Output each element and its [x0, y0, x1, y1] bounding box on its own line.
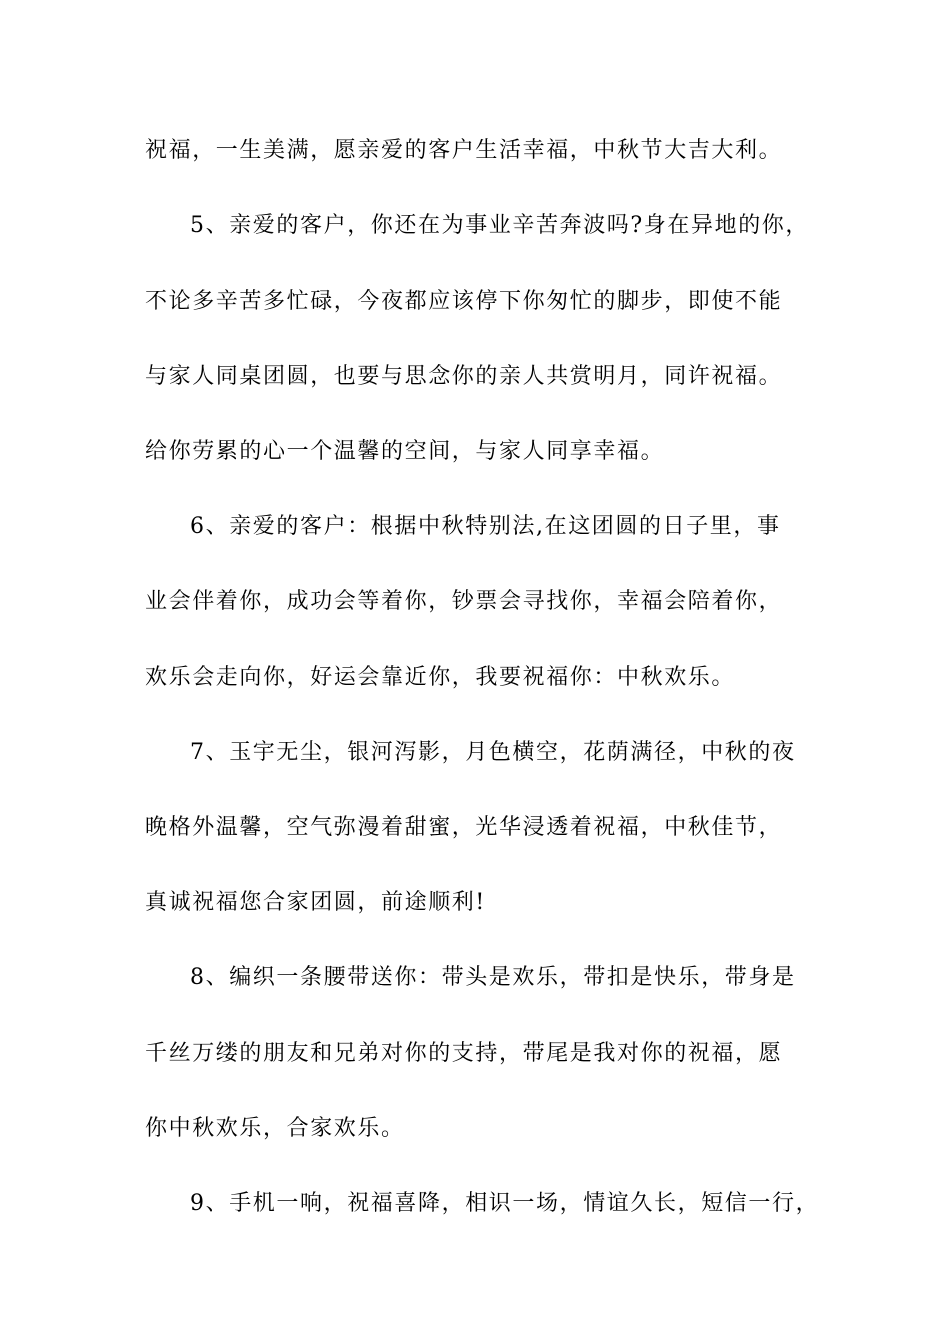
text-line: 千丝万缕的朋友和兄弟对你的支持，带尾是我对你的祝福，愿 — [145, 1041, 783, 1066]
text-line: 8、编织一条腰带送你：带头是欢乐，带扣是快乐，带身是 — [190, 965, 796, 990]
text-line: 9、手机一响，祝福喜降，相识一场，情谊久长，短信一行， — [190, 1191, 820, 1216]
text-line: 不论多辛苦多忙碌，今夜都应该停下你匆忙的脚步，即使不能 — [145, 289, 783, 314]
text-line: 晚格外温馨，空气弥漫着甜蜜，光华浸透着祝福，中秋佳节， — [145, 815, 783, 840]
text-line: 祝福，一生美满，愿亲爱的客户生活幸福，中秋节大吉大利。 — [145, 138, 783, 163]
text-line: 你中秋欢乐，合家欢乐。 — [145, 1116, 405, 1141]
text-line: 5、亲爱的客户，你还在为事业辛苦奔波吗?身在异地的你， — [190, 213, 809, 238]
text-line: 6、亲爱的客户：根据中秋特别法,在这团圆的日子里，事 — [190, 514, 781, 539]
text-line: 与家人同桌团圆，也要与思念你的亲人共赏明月，同许祝福。 — [145, 364, 783, 389]
text-line: 真诚祝福您合家团圆，前途顺利! — [145, 890, 486, 915]
text-line: 7、玉宇无尘，银河泻影，月色横空，花荫满径，中秋的夜 — [190, 740, 796, 765]
text-line: 业会伴着你，成功会等着你，钞票会寻找你，幸福会陪着你， — [145, 589, 783, 614]
text-line: 欢乐会走向你，好运会靠近你，我要祝福你：中秋欢乐。 — [145, 665, 736, 690]
text-line: 给你劳累的心一个温馨的空间，与家人同享幸福。 — [145, 439, 665, 464]
